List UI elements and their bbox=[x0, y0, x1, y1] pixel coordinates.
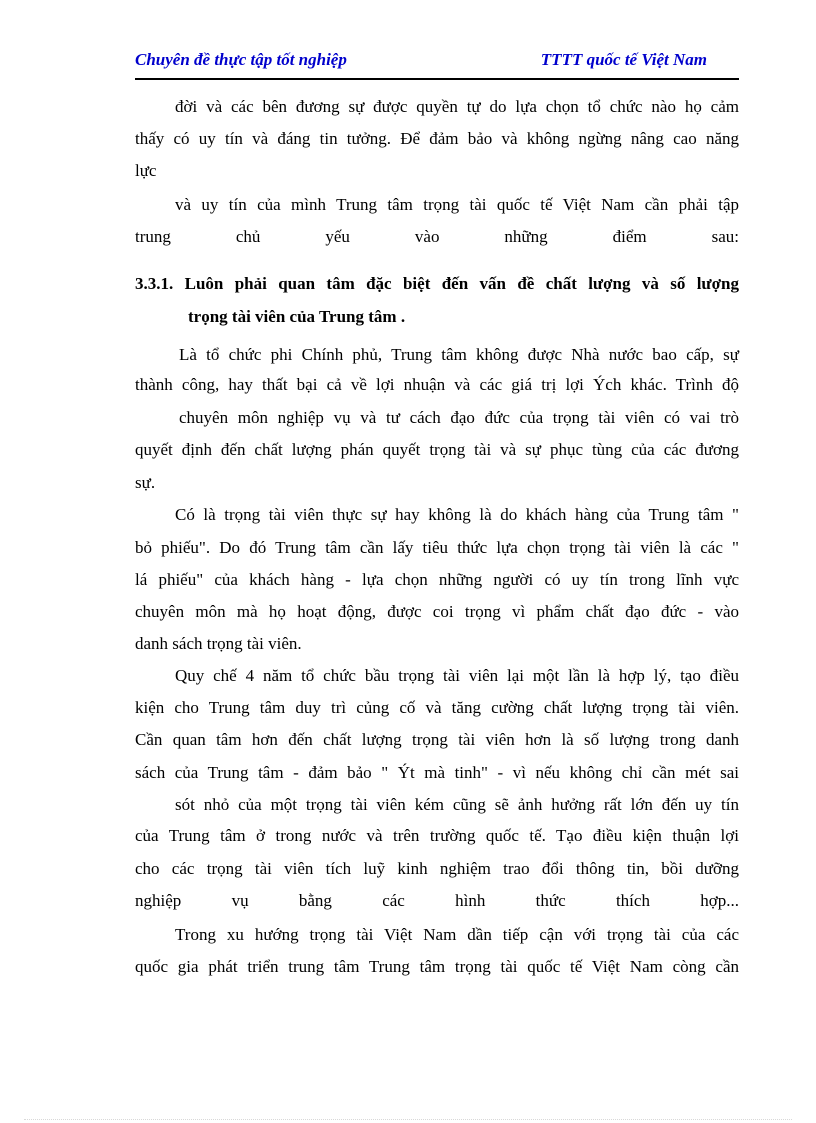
section-heading-continued: trọng tài viên của Trung tâm . bbox=[188, 307, 406, 326]
paragraph-line: chuyên môn mà họ hoạt động, được coi trọng vì phẩm chất đạo đức - vào bbox=[135, 602, 739, 621]
header-organization: TTTT quốc tế Việt Nam bbox=[540, 50, 707, 69]
paragraph-line: chuyên môn nghiệp vụ và tư cách đạo đức của trọng tài viên có vai trò bbox=[179, 408, 739, 427]
paragraph-line: Quy chế 4 năm tổ chức bầu trọng tài viên lại một lần là hợp lý, tạo điều bbox=[175, 666, 739, 685]
paragraph-line: danh sách trọng tài viên. bbox=[135, 634, 302, 653]
paragraph-line: lá phiếu" của khách hàng - lựa chọn những người có uy tín trong lĩnh vực bbox=[135, 570, 739, 589]
section-heading: 3.3.1. Luôn phải quan tâm đặc biệt đến vấn đề chất lượng và số lượng bbox=[135, 274, 739, 293]
paragraph-line: sót nhỏ của một trọng tài viên kém cũng sẽ ảnh hưởng rất lớn đến uy tín bbox=[175, 795, 739, 814]
paragraph-line: kiện cho Trung tâm duy trì củng cố và tăng cường chất lượng trọng tài viên. bbox=[135, 698, 739, 717]
header-document-title: Chuyên đề thực tập tốt nghiệp bbox=[135, 50, 347, 69]
paragraph-line: và uy tín của mình Trung tâm trọng tài quốc tế Việt Nam cần phải tập bbox=[175, 195, 739, 214]
paragraph-line: thấy có uy tín và đáng tin tưởng. Để đảm bảo và không ngừng nâng cao năng bbox=[135, 129, 739, 148]
paragraph-line: của Trung tâm ở trong nước và trên trường quốc tế. Tạo điều kiện thuận lợi bbox=[135, 826, 739, 845]
paragraph-line: quốc gia phát triển trung tâm Trung tâm trọng tài quốc tế Việt Nam còng cần bbox=[135, 957, 739, 976]
page-header bbox=[135, 48, 739, 80]
paragraph-line: nghiệp vụ bằng các hình thức thích hợp... bbox=[135, 891, 739, 910]
paragraph-line: Trong xu hướng trọng tài Việt Nam dần tiếp cận với trọng tài của các bbox=[175, 925, 739, 944]
paragraph-line: Cần quan tâm hơn đến chất lượng trọng tài viên hơn là số lượng trong danh bbox=[135, 730, 739, 749]
page-bottom-divider bbox=[24, 1119, 792, 1120]
paragraph-line: sự. bbox=[135, 473, 156, 492]
paragraph-line: sách của Trung tâm - đảm bảo " Ýt mà tinh" - vì nếu không chỉ cần mét sai bbox=[135, 763, 739, 782]
paragraph-line: đời và các bên đương sự được quyền tự do lựa chọn tổ chức nào họ cảm bbox=[175, 97, 739, 116]
paragraph-line: Có là trọng tài viên thực sự hay không là do khách hàng của Trung tâm " bbox=[175, 505, 739, 524]
paragraph-line: Là tổ chức phi Chính phủ, Trung tâm không được Nhà nước bao cấp, sự bbox=[179, 345, 739, 364]
paragraph-line: lực bbox=[135, 161, 157, 180]
paragraph-line: quyết định đến chất lượng phán quyết trọng tài và sự phục tùng của các đương bbox=[135, 440, 739, 459]
paragraph-line: thành công, hay thất bại cả về lợi nhuận và các giá trị lợi Ých khác. Trình độ bbox=[135, 375, 739, 394]
paragraph-line: cho các trọng tài viên tích luỹ kinh nghiệm trao đổi thông tin, bồi dưỡng bbox=[135, 859, 739, 878]
paragraph-line: bỏ phiếu". Do đó Trung tâm cần lấy tiêu thức lựa chọn trọng tài viên là các " bbox=[135, 538, 739, 557]
paragraph-line: trung chủ yếu vào những điểm sau: bbox=[135, 227, 739, 246]
